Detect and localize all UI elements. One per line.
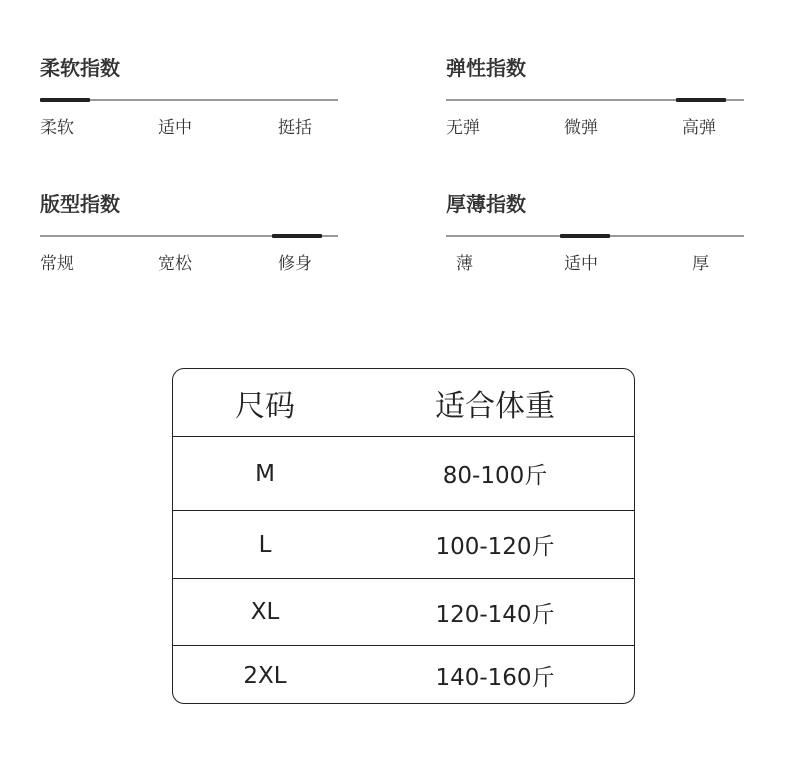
- softness-index-label-crisp: 挺括: [278, 118, 312, 138]
- elasticity-index-marker: [676, 98, 726, 102]
- weight-cell: 140-160斤: [435, 665, 555, 691]
- table-row: [173, 645, 634, 704]
- table-row: [173, 510, 634, 578]
- thickness-index-marker: [560, 234, 610, 238]
- elasticity-index-label-none: 无弹: [446, 118, 480, 138]
- softness-index-marker: [40, 98, 90, 102]
- size-cell: 2XL: [243, 662, 287, 689]
- weight-cell: 100-120斤: [435, 534, 555, 560]
- thickness-index-label-thin: 薄: [456, 254, 473, 274]
- softness-index: [40, 54, 338, 164]
- softness-index-title: 柔软指数: [40, 56, 120, 80]
- table-row: [173, 436, 634, 510]
- elasticity-index-label-slight: 微弹: [564, 118, 598, 138]
- fit-index: [40, 190, 338, 300]
- softness-index-label-medium: 适中: [158, 118, 192, 138]
- fit-index-label-regular: 常规: [40, 254, 74, 274]
- size-chart-header-row: [173, 369, 634, 436]
- weight-cell: 80-100斤: [442, 463, 548, 489]
- size-column-header: 尺码: [235, 388, 295, 424]
- elasticity-index-label-high: 高弹: [682, 118, 716, 138]
- thickness-index-title: 厚薄指数: [446, 192, 526, 216]
- fit-index-label-slim: 修身: [278, 254, 312, 274]
- size-cell: L: [258, 531, 272, 558]
- size-cell: XL: [250, 599, 280, 625]
- size-chart-table: [172, 368, 635, 704]
- thickness-index: [446, 190, 744, 300]
- fit-index-label-loose: 宽松: [158, 254, 192, 274]
- thickness-index-label-medium: 适中: [564, 254, 598, 274]
- thickness-index-label-thick: 厚: [692, 254, 709, 274]
- softness-index-label-soft: 柔软: [40, 118, 74, 138]
- fit-index-title: 版型指数: [40, 192, 120, 216]
- elasticity-index-title: 弹性指数: [446, 56, 526, 80]
- weight-cell: 120-140斤: [435, 601, 555, 628]
- fit-index-marker: [272, 234, 322, 238]
- size-cell: M: [255, 460, 275, 487]
- table-row: [173, 578, 634, 645]
- weight-column-header: 适合体重: [435, 388, 555, 424]
- elasticity-index: [446, 54, 744, 164]
